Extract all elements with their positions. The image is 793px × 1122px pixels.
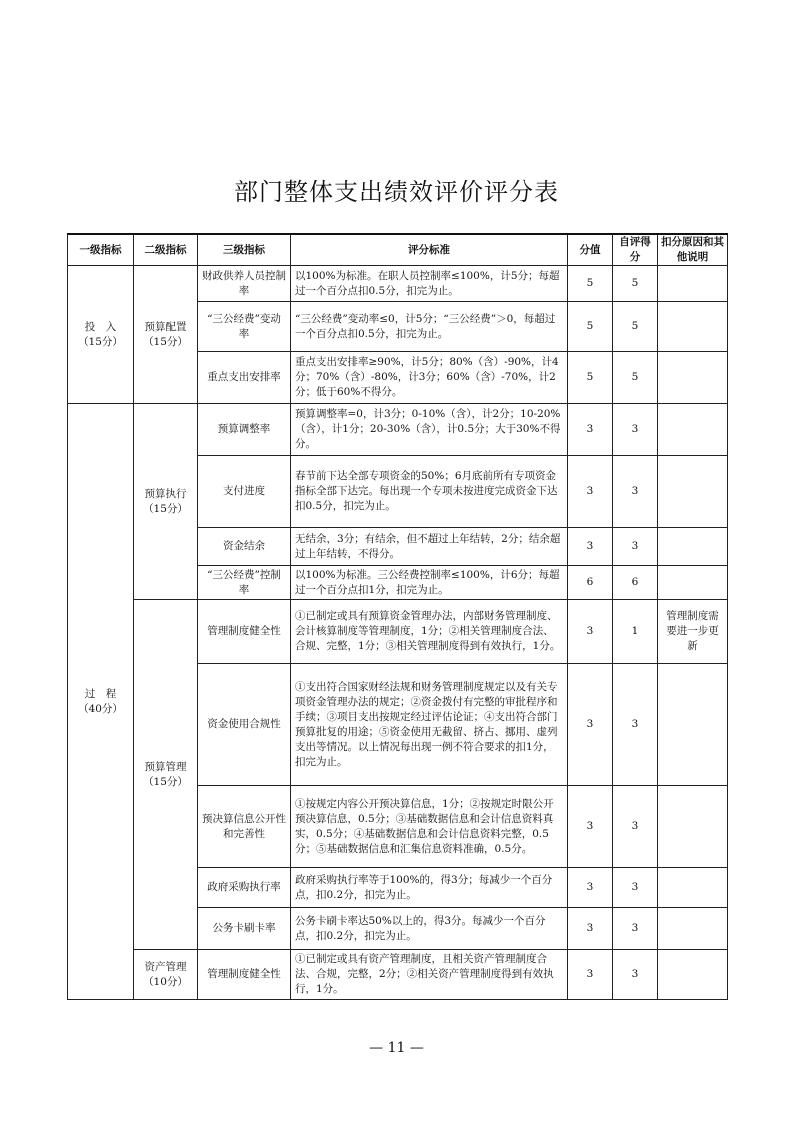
remark-cell <box>658 950 728 1000</box>
remark-cell <box>658 908 728 950</box>
self-score-cell: 1 <box>613 600 658 664</box>
remark-cell <box>658 352 728 404</box>
remark-cell <box>658 404 728 456</box>
level3-cell: 资金使用合规性 <box>198 664 291 786</box>
level3-cell: 重点支出安排率 <box>198 352 291 404</box>
criteria-cell: 以100%为标准。三公经费控制率≤100%，计6分；每超过一个百分点扣1分，扣完为止。 <box>291 566 568 600</box>
level2-score: （10分） <box>143 975 188 988</box>
self-score-cell: 3 <box>613 908 658 950</box>
remark-cell: 管理制度需要进一步更新 <box>658 600 728 664</box>
level3-cell: 资金结余 <box>198 528 291 566</box>
points-cell: 3 <box>568 404 613 456</box>
header-criteria: 评分标准 <box>291 234 568 266</box>
level1-name: 过 程 <box>84 687 117 700</box>
level2-score: （15分） <box>143 775 188 788</box>
header-level2: 二级指标 <box>134 234 198 266</box>
level3-cell: 政府采购执行率 <box>198 868 291 908</box>
self-score-cell: 3 <box>613 950 658 1000</box>
header-self-score: 自评得分 <box>613 234 658 266</box>
self-score-cell: 3 <box>613 786 658 868</box>
criteria-cell: 春节前下达全部专项资金的50%；6月底前所有专项资金指标全部下达完。每出现一个专项未按进度完成资金下达扣0.5分，扣完为止。 <box>291 456 568 528</box>
criteria-cell: 以100%为标准。在职人员控制率≤100%，计5分；每超过一个百分点扣0.5分，扣完为止。 <box>291 266 568 302</box>
level3-cell: 财政供养人员控制率 <box>198 266 291 302</box>
self-score-cell: 3 <box>613 664 658 786</box>
self-score-cell: 5 <box>613 352 658 404</box>
points-cell: 5 <box>568 302 613 352</box>
points-cell: 3 <box>568 908 613 950</box>
level3-cell: “三公经费”变动率 <box>198 302 291 352</box>
level2-name: 预算配置 <box>144 320 187 333</box>
level3-cell: 管理制度健全性 <box>198 600 291 664</box>
header-remark: 扣分原因和其他说明 <box>658 234 728 266</box>
level1-cell <box>68 404 134 1000</box>
self-score-cell: 3 <box>613 404 658 456</box>
criteria-cell: “三公经费”变动率≤0，计5分；“三公经费”＞0，每超过一个百分点扣0.5分，扣完为止。 <box>291 302 568 352</box>
level3-cell: 公务卡刷卡率 <box>198 908 291 950</box>
criteria-cell: 公务卡刷卡率达50%以上的，得3分。每减少一个百分点，扣0.2分，扣完为止。 <box>291 908 568 950</box>
self-score-cell: 3 <box>613 456 658 528</box>
header-level3: 三级指标 <box>198 234 291 266</box>
remark-cell <box>658 302 728 352</box>
points-cell: 3 <box>568 528 613 566</box>
remark-cell <box>658 664 728 786</box>
criteria-cell: 预算调整率=0，计3分；0-10%（含），计2分；10-20%（含），计1分；20-30%（含），计0.5分；大于30%不得分。 <box>291 404 568 456</box>
level2-name: 资产管理 <box>144 960 187 973</box>
level2-score: （15分） <box>143 502 188 515</box>
self-score-cell: 3 <box>613 868 658 908</box>
level1-cell <box>68 266 134 404</box>
level2-cell <box>134 266 198 404</box>
level2-cell <box>134 600 198 950</box>
points-cell: 6 <box>568 566 613 600</box>
remark-cell <box>658 456 728 528</box>
page-number: — 11 — <box>369 1040 424 1056</box>
remark-cell <box>658 528 728 566</box>
criteria-cell: 重点支出安排率≥90%，计5分；80%（含）-90%，计4分；70%（含）-80%，计3分；60%（含）-70%，计2分；低于60%不得分。 <box>291 352 568 404</box>
level2-cell <box>134 404 198 600</box>
remark-cell <box>658 266 728 302</box>
table-header-row <box>68 234 728 266</box>
criteria-cell: 政府采购执行率等于100%的，得3分；每减少一个百分点，扣0.2分，扣完为止。 <box>291 868 568 908</box>
table-row <box>68 266 728 302</box>
header-points: 分值 <box>568 234 613 266</box>
criteria-cell: ①按规定内容公开预决算信息，1分；②按规定时限公开预决算信息，0.5分；③基础数据信息和会计信息资料真实，0.5分；④基础数据信息和会计信息资料完整，0.5分；⑤基础数据信息和汇集信息资料准确，0.5分。 <box>291 786 568 868</box>
table-row <box>68 950 728 1000</box>
points-cell: 3 <box>568 456 613 528</box>
self-score-cell: 3 <box>613 528 658 566</box>
level2-score: （15分） <box>143 335 188 348</box>
remark-cell <box>658 868 728 908</box>
points-cell: 5 <box>568 352 613 404</box>
points-cell: 3 <box>568 600 613 664</box>
level1-name: 投 入 <box>84 320 117 333</box>
scoring-table <box>67 233 728 1000</box>
level3-cell: 管理制度健全性 <box>198 950 291 1000</box>
self-score-cell: 6 <box>613 566 658 600</box>
points-cell: 3 <box>568 868 613 908</box>
criteria-cell: 无结余，3分；有结余，但不超过上年结转，2分；结余超过上年结转，不得分。 <box>291 528 568 566</box>
level2-cell <box>134 950 198 1000</box>
header-level1: 一级指标 <box>68 234 134 266</box>
criteria-cell: ①已制定或具有资产管理制度，且相关资产管理制度合法、合规，完整，2分；②相关资产管理制度得到有效执行，1分。 <box>291 950 568 1000</box>
page-title: 部门整体支出绩效评价评分表 <box>234 178 559 206</box>
level1-score: （15分） <box>78 335 123 348</box>
criteria-cell: ①已制定或具有预算资金管理办法，内部财务管理制度、会计核算制度等管理制度，1分；②相关管理制度合法、合规、完整，1分；③相关管理制度得到有效执行，1分。 <box>291 600 568 664</box>
table-row <box>68 404 728 456</box>
table-row <box>68 600 728 664</box>
points-cell: 3 <box>568 950 613 1000</box>
self-score-cell: 5 <box>613 302 658 352</box>
remark-cell <box>658 566 728 600</box>
criteria-cell: ①支出符合国家财经法规和财务管理制度规定以及有关专项资金管理办法的规定；②资金拨付有完整的审批程序和手续；③项目支出按规定经过评估论证；④支出符合部门预算批复的用途；⑤资金使用无截留、挤占、挪用、虚列支出等情况。以上情况每出现一例不符合要求的扣1分，扣完为止。 <box>291 664 568 786</box>
level3-cell: 支付进度 <box>198 456 291 528</box>
points-cell: 3 <box>568 786 613 868</box>
level1-score: （40分） <box>78 702 123 715</box>
remark-cell <box>658 786 728 868</box>
level3-cell: “三公经费”控制率 <box>198 566 291 600</box>
self-score-cell: 5 <box>613 266 658 302</box>
level2-name: 预算执行 <box>144 487 187 500</box>
level3-cell: 预算调整率 <box>198 404 291 456</box>
level2-name: 预算管理 <box>144 760 187 773</box>
points-cell: 3 <box>568 664 613 786</box>
points-cell: 5 <box>568 266 613 302</box>
level3-cell: 预决算信息公开性和完善性 <box>198 786 291 868</box>
